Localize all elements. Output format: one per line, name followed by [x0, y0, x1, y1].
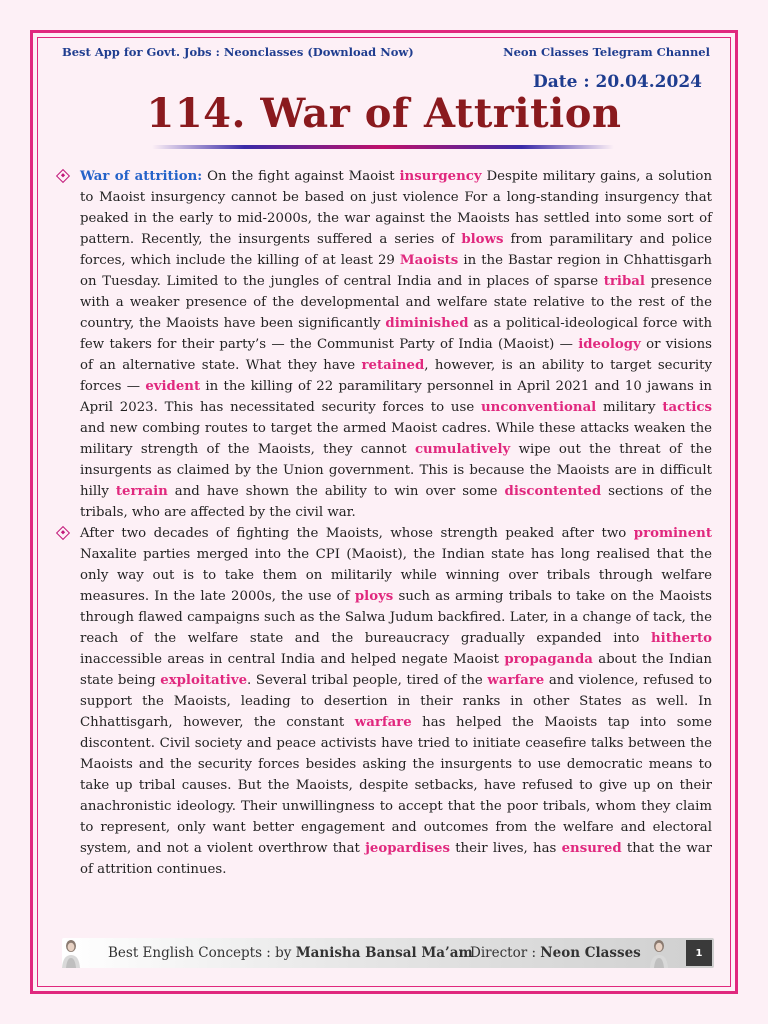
diamond-bullet-icon — [56, 169, 70, 183]
page-number: 1 — [686, 940, 712, 966]
text-run: presence with a weaker presence of the developmental and welfare state relative to the rest of the country, the Maoists have been significantly — [80, 274, 712, 331]
vocab-highlight: jeopardises — [365, 841, 450, 856]
vocab-highlight: hitherto — [650, 631, 712, 646]
vocab-highlight: tactics — [662, 400, 713, 415]
text-run: and new combing routes to target the armed Maoist cadres. While these attacks weaken the military strength of the Maoists, they cannot — [80, 421, 712, 457]
title-underline — [152, 145, 614, 149]
vocab-highlight: unconventional — [481, 400, 597, 415]
text-run: After two decades of fighting the Maoists, whose strength peaked after two — [80, 526, 634, 541]
text-run: such as arming tribals to take on the Maoists through flawed campaigns such as the Salwa Judum backfired. Later, in a change of tack, the reach of the welfare state and the bureaucracy gradually expanded into — [80, 589, 713, 646]
header-telegram-channel: Neon Classes Telegram Channel — [503, 45, 710, 59]
text-run: in the killing of 22 paramilitary personnel in April 2021 and 10 jawans in April 2023. This has necessitated security forces to use — [80, 379, 712, 415]
text-run: Despite military gains, a solution to Maoist insurgency cannot be based on just violence For a long-standing insurgency that peaked in the early to mid-2000s, the war against the Maoists has settled into some sort of pattern. Recently, the insurgents suffered a series of — [80, 169, 713, 247]
diamond-bullet-icon — [56, 526, 70, 540]
vocab-highlight: Maoists — [399, 253, 459, 268]
text-run: about the Indian state being — [80, 652, 712, 688]
text-run: their lives, has — [449, 841, 562, 856]
text-run: , however, is an ability to target security forces — — [80, 358, 712, 394]
article-body — [58, 166, 712, 880]
vocab-highlight: ideology — [578, 337, 641, 352]
presenter-avatar-icon — [648, 938, 670, 968]
vocab-highlight: diminished — [385, 316, 469, 331]
footer-credit-name: Manisha Bansal Ma’am — [295, 945, 473, 961]
text-run: and have shown the ability to win over some — [167, 484, 505, 499]
vocab-highlight: blows — [461, 232, 504, 247]
text-run: sections of the tribals, who are affected by the civil war. — [80, 484, 713, 520]
vocab-highlight: tribal — [603, 274, 645, 289]
text-run: . Several tribal people, tired of the — [247, 673, 488, 688]
text-run: On the fight against Maoist — [202, 169, 400, 184]
vocab-highlight: ploys — [354, 589, 394, 604]
vocab-highlight: propaganda — [504, 652, 593, 667]
presenter-avatar-icon — [60, 938, 82, 968]
text-run: has helped the Maoists tap into some discontent. Civil society and peace activists have tried to initiate ceasefire talks between the Maoists and the security forces besides asking the insurgents to use democratic means to take up tribal causes. But the Maoists, despite setbacks, have refused to give up on their anachronistic ideology. Their unwillingness to accept that the poor tribals, whom they claim to represent, only want better engagement and outcomes from the welfare and electoral system, and not a violent overthrow that — [80, 715, 712, 856]
vocab-highlight: warfare — [487, 673, 545, 688]
paragraph-lead: War of attrition: — [80, 169, 203, 184]
paragraph — [58, 523, 712, 880]
vocab-highlight: insurgency — [399, 169, 482, 184]
text-run: in the Bastar region in Chhattisgarh on Tuesday. Limited to the jungles of central India and in places of sparse — [80, 253, 712, 289]
footer-director-prefix: Director : — [470, 945, 541, 961]
text-run: military — [596, 400, 663, 415]
paragraph-text — [80, 526, 712, 877]
date-label: Date : 20.04.2024 — [532, 72, 702, 92]
footer-director-name: Neon Classes — [540, 945, 641, 961]
vocab-highlight: exploitative — [160, 673, 248, 688]
text-run: or visions of an alternative state. What they have — [80, 337, 712, 373]
vocab-highlight: discontented — [504, 484, 602, 499]
vocab-highlight: warfare — [354, 715, 412, 730]
text-run: as a political-ideological force with few takers for their party’s — the Communist Party of India (Maoist) — — [80, 316, 713, 352]
vocab-highlight: evident — [145, 379, 201, 394]
vocab-highlight: terrain — [115, 484, 168, 499]
text-run: and violence, refused to support the Maoists, leading to desertion in their ranks in other States as well. In Chhattisgarh, however, the constant — [80, 673, 712, 730]
header-app-promo: Best App for Govt. Jobs : Neonclasses (Download Now) — [62, 45, 414, 59]
vocab-highlight: prominent — [633, 526, 712, 541]
text-run: from paramilitary and police forces, which include the killing of at least 29 — [80, 232, 712, 268]
text-run: inaccessible areas in central India and helped negate Maoist — [80, 652, 505, 667]
paragraph — [58, 166, 712, 523]
text-run: that the war of attrition continues. — [80, 841, 712, 877]
vocab-highlight: cumulatively — [414, 442, 511, 457]
footer-credit — [108, 945, 473, 961]
paragraph-text — [80, 169, 712, 520]
vocab-highlight: retained — [361, 358, 425, 373]
footer-credit-prefix: Best English Concepts : by — [108, 945, 296, 961]
footer-director — [470, 945, 641, 961]
vocab-highlight: ensured — [561, 841, 622, 856]
page-title: 114. War of Attrition — [146, 90, 622, 137]
text-run: Naxalite parties merged into the CPI (Maoist), the Indian state has long realised that the only way out is to take them on militarily while winning over tribals through welfare measures. In the late 2000s, the use of — [80, 547, 712, 604]
text-run: wipe out the threat of the insurgents as claimed by the Union government. This is because the Maoists are in difficult hilly — [80, 442, 712, 499]
